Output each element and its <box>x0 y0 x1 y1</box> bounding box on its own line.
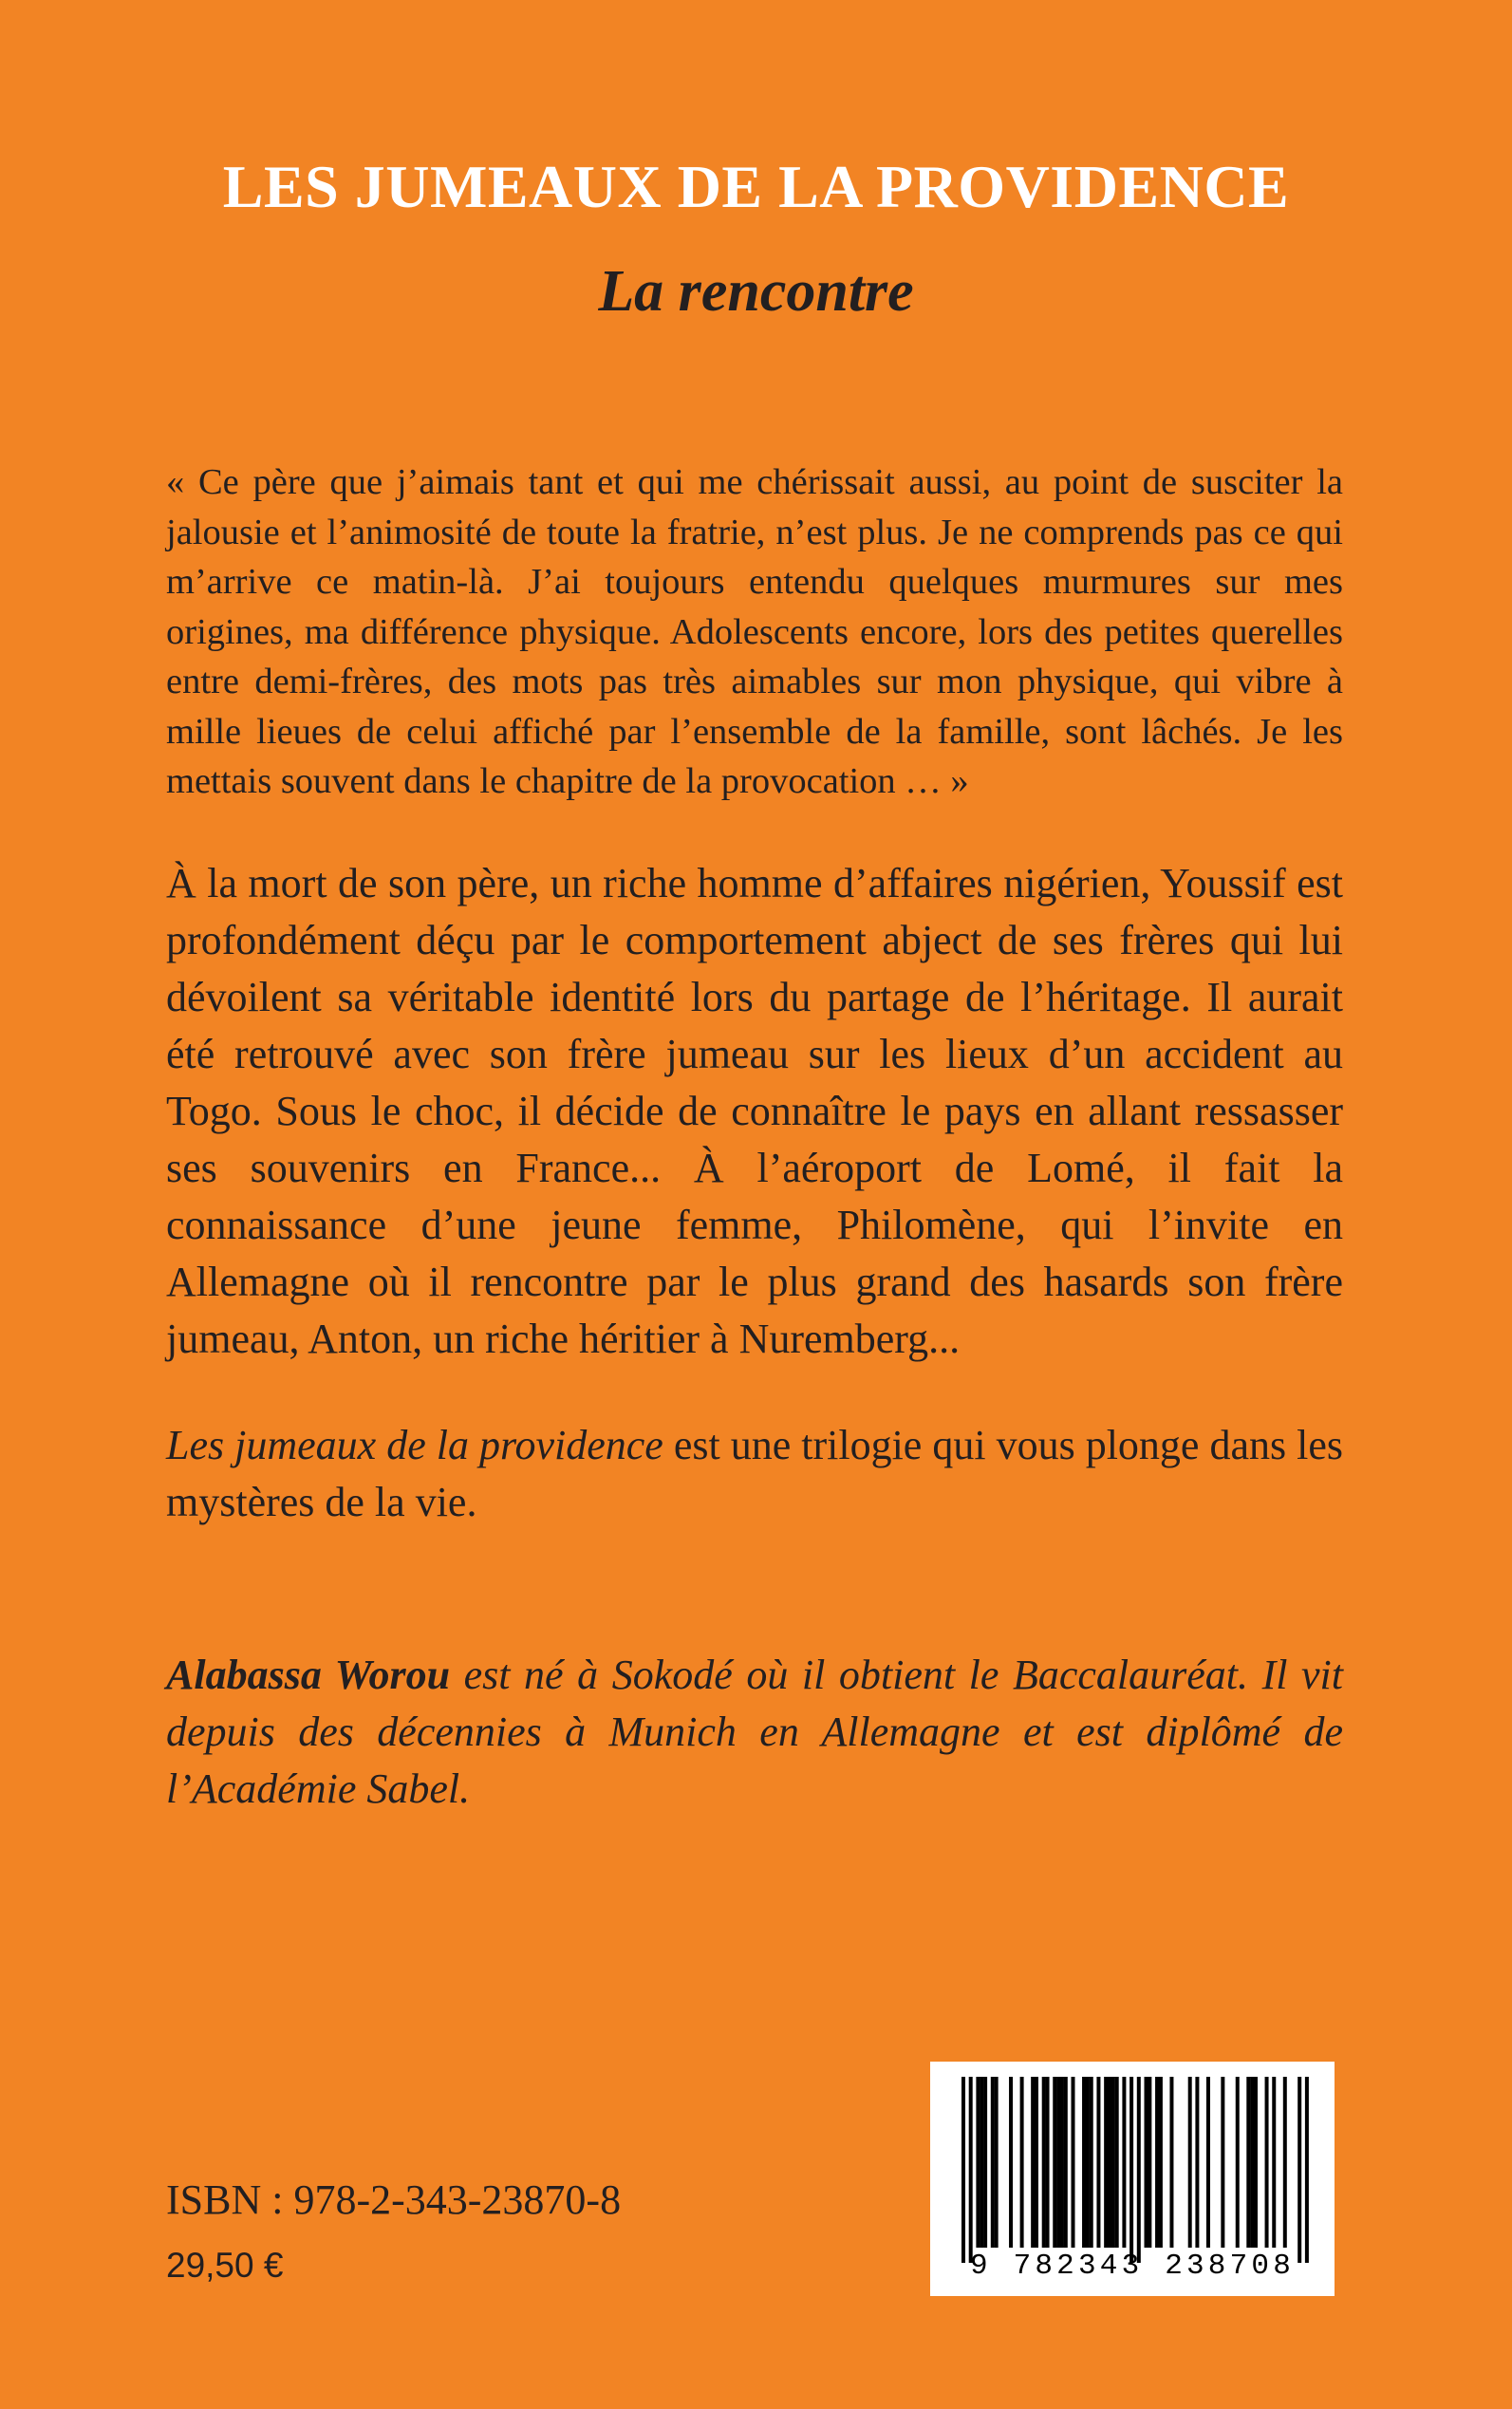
barcode-bar <box>1145 2077 1148 2248</box>
barcode-bar <box>1305 2077 1309 2263</box>
barcode-bar <box>1046 2077 1050 2248</box>
book-subtitle: La rencontre <box>598 259 914 324</box>
barcode-bar <box>1090 2077 1093 2248</box>
barcode-bar <box>1122 2077 1126 2248</box>
barcode-bar <box>1137 2077 1141 2263</box>
barcode-bar <box>1056 2077 1060 2248</box>
barcode-bar <box>1283 2077 1287 2248</box>
summary-paragraph: À la mort de son père, un riche homme d’affaires nigérien, Youssif est profondément déçu par le comportement abject de ses frères qui lui dévoilent sa véritable identité lors du partage de l’héritage. Il aurait été retrouvé avec son frère jumeau sur les lieux d’un accident au Togo. Sous le choc, il décide de connaître le pays en allant ressasser ses souvenirs en France... À l’aéroport de Lomé, il fait la connaissance d’une jeune femme, Philomène, qui l’invite en Allemagne où il rencontre par le plus grand des hasards son frère jumeau, Anton, un riche héritier à Nuremberg... <box>166 860 1343 1362</box>
barcode-bar <box>995 2077 999 2248</box>
barcode-bar <box>1195 2077 1199 2248</box>
barcode-bar <box>1148 2077 1151 2248</box>
barcode-bar <box>1020 2077 1024 2248</box>
barcode-bar <box>1221 2077 1224 2248</box>
barcode-bar <box>1064 2077 1068 2248</box>
barcode-bar <box>1159 2077 1163 2248</box>
barcode <box>930 2062 1335 2296</box>
book-title: LES JUMEAUX DE LA PROVIDENCE <box>222 153 1290 220</box>
barcode-bar <box>1108 2077 1111 2248</box>
barcode-bar <box>1009 2077 1013 2248</box>
author-bio-text: est né à Sokodé où il obtient le Baccalauréat. Il vit depuis des décennies à Munich en Allemagne et est diplômé de l’Académie Sabel. <box>166 1652 1343 1812</box>
barcode-bar <box>961 2077 965 2263</box>
barcode-bar <box>1169 2077 1173 2248</box>
barcode-bar <box>1060 2077 1064 2248</box>
barcode-bar <box>1188 2077 1192 2248</box>
series-title: Les jumeaux de la providence <box>166 1422 663 1468</box>
author-name: Alabassa Worou <box>166 1652 451 1698</box>
barcode-bar <box>969 2077 973 2263</box>
barcode-digits: 9 782343 238708 <box>969 2250 1296 2283</box>
barcode-bar <box>991 2077 995 2248</box>
barcode-bar <box>1246 2077 1250 2248</box>
barcode-bar <box>1115 2077 1119 2248</box>
isbn: ISBN : 978-2-343-23870-8 <box>166 2176 622 2223</box>
barcode-bar <box>1072 2077 1075 2248</box>
barcode-bar <box>1111 2077 1115 2248</box>
barcode-bar <box>1272 2077 1276 2248</box>
author-bio <box>166 1647 1343 1818</box>
barcode-bar <box>1250 2077 1254 2248</box>
barcode-bar <box>1236 2077 1240 2248</box>
barcode-bar <box>976 2077 980 2248</box>
barcode-bar <box>1206 2077 1210 2248</box>
barcode-bar <box>983 2077 987 2248</box>
barcode-bar <box>1053 2077 1056 2248</box>
barcode-bar <box>1155 2077 1159 2248</box>
barcode-bar <box>1104 2077 1108 2248</box>
barcode-bar <box>1129 2077 1133 2263</box>
barcode-bar <box>1265 2077 1269 2248</box>
excerpt-quote: « Ce père que j’aimais tant et qui me chérissait aussi, au point de susciter la jalousie et l’animosité de toute la fratrie, n’est plus. Je ne comprends pas ce qui m’arrive ce matin-là. J’ai toujours entendu quelques murmures sur mes origines, ma différence physique. Adolescents encore, lors des petites querelles entre demi-frères, des mots pas très aimables sur mon physique, qui vibre à mille lieues de celui affiché par l’ensemble de la famille, sont lâchés. Je les mettais souvent dans le chapitre de la provocation … » <box>166 462 1343 801</box>
barcode-bar <box>980 2077 983 2248</box>
barcode-bar <box>1042 2077 1046 2248</box>
barcode-bar <box>1086 2077 1090 2248</box>
barcode-bar <box>1031 2077 1035 2248</box>
barcode-bar <box>1096 2077 1100 2248</box>
barcode-bar <box>1035 2077 1038 2248</box>
barcode-bar <box>1297 2077 1301 2263</box>
barcode-bar <box>1082 2077 1086 2248</box>
trilogy-paragraph <box>166 1417 1343 1531</box>
trilogy-text: est une trilogie qui vous plonge dans les mystères de la vie. <box>166 1422 1343 1525</box>
price: 29,50 € <box>166 2246 284 2285</box>
barcode-bar <box>1254 2077 1258 2248</box>
